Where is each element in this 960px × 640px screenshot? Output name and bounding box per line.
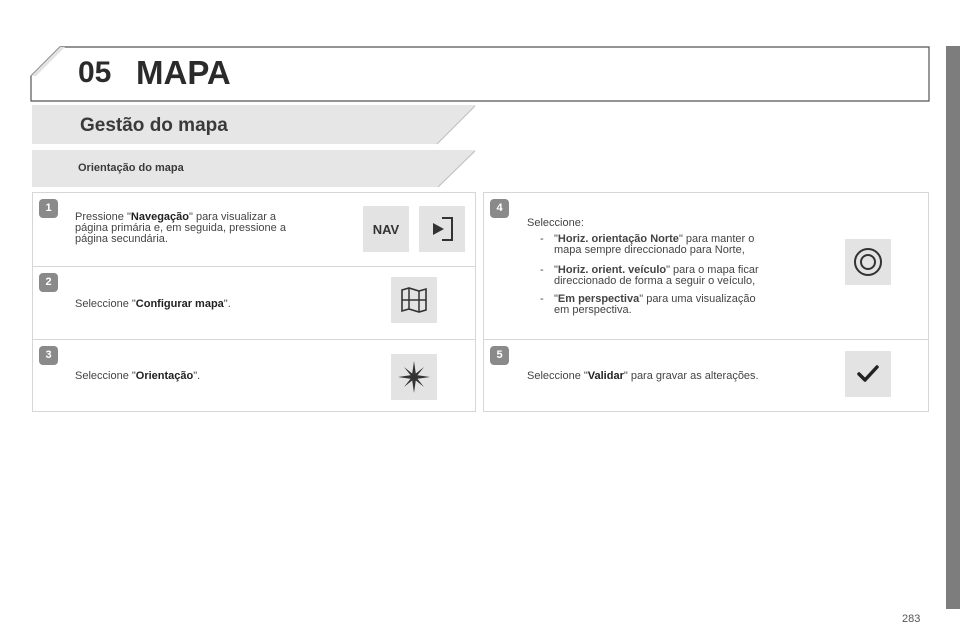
step-4	[484, 193, 928, 340]
step-4-intro: Seleccione:	[527, 217, 584, 229]
section-title: Gestão do mapa	[80, 115, 228, 136]
steps-panel-left	[32, 192, 476, 412]
target-icon[interactable]	[845, 239, 891, 285]
step-1-text: Pressione "Navegação" para visualizar a página primária e, em seguida, pressione a página secundária.	[75, 211, 286, 245]
step-1	[33, 193, 475, 267]
compass-icon[interactable]	[391, 354, 437, 400]
nav-label: NAV	[372, 221, 400, 237]
step-2-text: Seleccione "Configurar mapa".	[75, 298, 231, 310]
step-5-text: Seleccione "Validar" para gravar as alterações.	[527, 370, 759, 382]
option-perspective: - "Em perspectiva" para uma visualização em perspectiva.	[540, 293, 756, 316]
step-number: 4	[490, 199, 509, 218]
step-3	[33, 340, 475, 413]
chapter-number: 05	[78, 56, 112, 89]
option-north: - "Horiz. orientação Norte" para manter o mapa sempre direccionado para Norte,	[540, 233, 755, 256]
option-vehicle: - "Horiz. orient. veículo" para o mapa ficar direccionado de forma a seguir o veículo,	[540, 264, 759, 287]
map-icon[interactable]	[391, 277, 437, 323]
step-number: 2	[39, 273, 58, 292]
nav-button[interactable]	[363, 206, 409, 252]
subsection-title: Orientação do mapa	[78, 162, 184, 174]
subsection-band	[32, 150, 476, 188]
chapter-title: MAPA	[136, 54, 231, 91]
steps-panel-right	[483, 192, 929, 412]
step-number: 1	[39, 199, 58, 218]
chapter-sidebar-tab	[946, 46, 960, 609]
enter-icon[interactable]	[419, 206, 465, 252]
step-3-text: Seleccione "Orientação".	[75, 370, 201, 382]
section-band	[32, 105, 476, 145]
page-number: 283	[902, 613, 921, 625]
step-number: 3	[39, 346, 58, 365]
step-number: 5	[490, 346, 509, 365]
checkmark-icon[interactable]	[845, 351, 891, 397]
chapter-header	[30, 46, 930, 102]
step-2	[33, 267, 475, 340]
step-5	[484, 340, 928, 413]
